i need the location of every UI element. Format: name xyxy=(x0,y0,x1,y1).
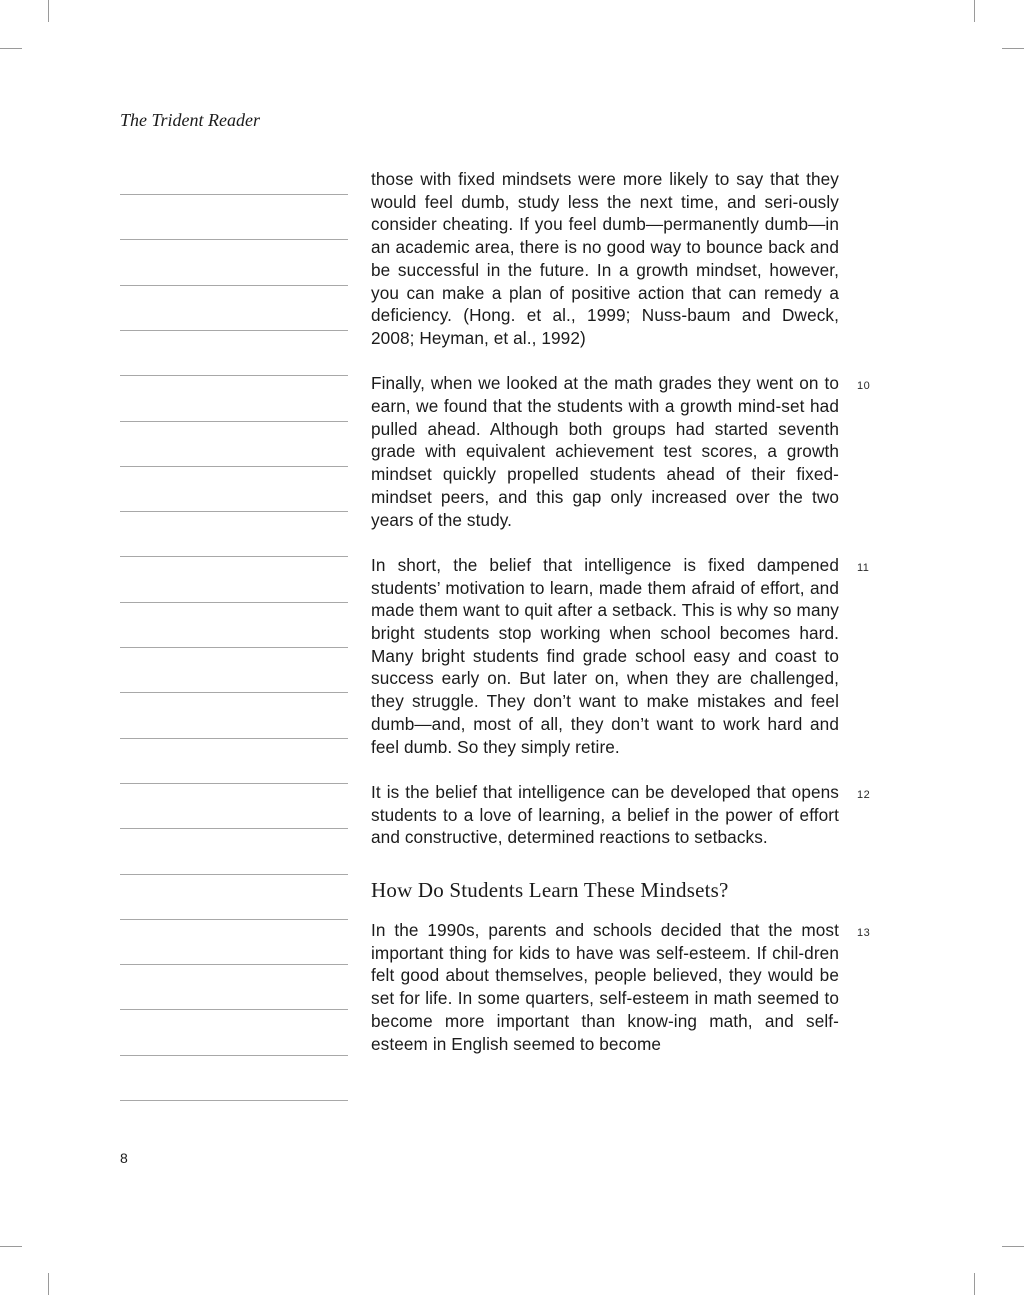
paragraph-text: those with fixed mindsets were more likely to say that they would feel dumb, study less the next time, and seri-ously consider cheating. If you feel dumb—permanently dumb—in an academic area, there is no good way to bounce back and be successful in the future. In a growth mindset, however, you can make a plan of positive action that can remedy a deficiency. (Hong. et al., 1999; Nuss-baum and Dweck, 2008; Heyman, et al., 1992) xyxy=(371,169,839,348)
note-line xyxy=(120,919,348,920)
crop-mark xyxy=(48,0,49,22)
note-line xyxy=(120,964,348,965)
note-line xyxy=(120,556,348,557)
note-line xyxy=(120,738,348,739)
note-line xyxy=(120,194,348,195)
note-line xyxy=(120,828,348,829)
crop-mark xyxy=(1002,1246,1024,1247)
note-line xyxy=(120,647,348,648)
crop-mark xyxy=(0,1246,22,1247)
crop-mark xyxy=(974,1273,975,1295)
paragraph-text: In the 1990s, parents and schools decided that the most important thing for kids to have was self-esteem. If chil-dren felt good about themselves, people believed, they would be set for life. In some quarters, self-esteem in math seemed to become more important than know-ing math, and self-esteem in English seemed to become xyxy=(371,920,839,1054)
note-line xyxy=(120,466,348,467)
note-line xyxy=(120,692,348,693)
paragraph xyxy=(371,168,839,350)
paragraph-text: It is the belief that intelligence can be developed that opens students to a love of learning, a belief in the power of effort and constructive, determined reactions to setbacks. xyxy=(371,781,839,848)
note-lines xyxy=(120,0,348,1295)
paragraph xyxy=(371,919,871,1055)
paragraph-number: 12 xyxy=(857,788,871,801)
note-line xyxy=(120,285,348,286)
paragraph-number: 13 xyxy=(857,927,871,940)
note-line xyxy=(120,511,348,512)
crop-mark xyxy=(0,48,22,49)
running-head: The Trident Reader xyxy=(120,110,260,130)
note-line xyxy=(120,1100,348,1101)
note-line xyxy=(120,239,348,240)
crop-mark xyxy=(48,1273,49,1295)
paragraph xyxy=(371,372,871,531)
note-line xyxy=(120,330,348,331)
note-line xyxy=(120,1055,348,1056)
note-line xyxy=(120,421,348,422)
paragraph-number: 10 xyxy=(857,380,871,393)
note-line xyxy=(120,375,348,376)
note-line xyxy=(120,874,348,875)
paragraph-text: Finally, when we looked at the math grades they went on to earn, we found that the students with a growth mind-set had pulled ahead. Although both groups had started seventh grade with equivalent achievement test scores, a growth mindset quickly propelled students ahead of their fixed-mindset peers, and this gap only increased over the two years of the study. xyxy=(371,373,839,530)
body-text xyxy=(371,168,871,1055)
note-line xyxy=(120,783,348,784)
paragraph-number: 11 xyxy=(857,561,870,574)
paragraph xyxy=(371,554,870,758)
crop-mark xyxy=(1002,48,1024,49)
page-number: 8 xyxy=(120,1150,128,1166)
crop-mark xyxy=(974,0,975,22)
note-line xyxy=(120,602,348,603)
section-heading: How Do Students Learn These Mindsets? xyxy=(371,878,729,903)
paragraph-text: In short, the belief that intelligence is fixed dampened students’ motivation to learn, made them afraid of effort, and made them want to quit after a setback. This is why so many bright students stop working when school becomes hard. Many bright students find grade school easy and coast to success early on. But later on, when they are challenged, they struggle. They don’t want to make mistakes and feel dumb—and, most of all, they don’t want to work hard and feel dumb. So they simply retire. xyxy=(371,554,839,757)
paragraph xyxy=(371,781,871,849)
note-line xyxy=(120,1009,348,1010)
